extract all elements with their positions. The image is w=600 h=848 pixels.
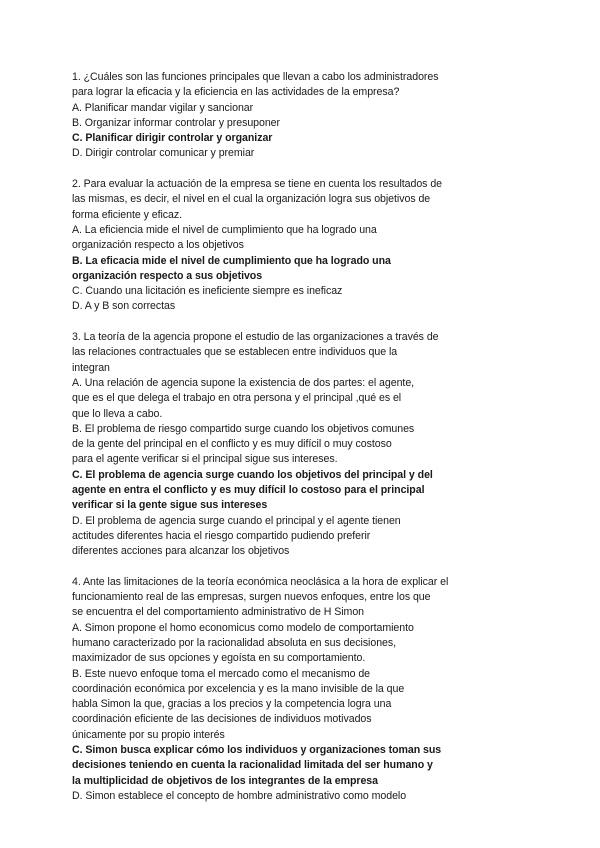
question-text-line: funcionamiento real de las empresas, surgen nuevos enfoques, entre los que <box>72 591 431 604</box>
question-spacer <box>72 560 572 575</box>
answer-option-line: de la gente del principal en el conflicto y es muy difícil o muy costoso <box>72 438 392 451</box>
answer-option-line: organización respecto a sus objetivos <box>72 269 263 282</box>
answer-option-line: D. Simon establece el concepto de hombre administrativo como modelo <box>72 789 407 802</box>
answer-option-line: A. La eficiencia mide el nivel de cumplimiento que ha logrado una <box>72 223 377 236</box>
answer-option <box>72 422 572 468</box>
answer-option-correct <box>72 131 572 146</box>
question-text-line: integran <box>72 361 110 374</box>
question-text-line: se encuentra el del comportamiento administrativo de H Simon <box>72 606 365 619</box>
question-text-line: forma eficiente y eficaz. <box>72 208 183 221</box>
answer-option <box>72 146 572 161</box>
answer-option <box>72 789 572 804</box>
answer-option-line: C. Simon busca explicar cómo los individuos y organizaciones toman sus <box>72 744 442 757</box>
answer-option-line: verificar si la gente sigue sus intereses <box>72 499 268 512</box>
answer-option-line: organización respecto a los objetivos <box>72 239 244 252</box>
answer-option <box>72 667 572 743</box>
answer-option-line: diferentes acciones para alcanzar los objetivos <box>72 545 290 558</box>
question-text-line: para lograr la eficacia y la eficiencia en las actividades de la empresa? <box>72 86 400 99</box>
answer-option-line: coordinación económica por excelencia y es la mano invisible de la que <box>72 682 405 695</box>
answer-option <box>72 284 572 299</box>
answer-option-line: humano caracterizado por la racionalidad absoluta en sus decisiones, <box>72 636 397 649</box>
question-text-line: 3. La teoría de la agencia propone el estudio de las organizaciones a través de <box>72 331 439 344</box>
answer-option-line: C. Planificar dirigir controlar y organizar <box>72 132 273 145</box>
answer-option-line: maximizador de sus opciones y egoísta en su comportamiento. <box>72 652 366 665</box>
answer-option-line: C. El problema de agencia surge cuando los objetivos del principal y del <box>72 468 433 481</box>
answer-option-correct <box>72 743 572 789</box>
question-text-line: las mismas, es decir, el nivel en el cual la organización logra sus objetivos de <box>72 193 431 206</box>
answer-option-line: B. Organizar informar controlar y presuponer <box>72 116 280 129</box>
answer-option-correct <box>72 254 572 285</box>
answer-option-line: D. El problema de agencia surge cuando el principal y el agente tienen <box>72 514 401 527</box>
answer-option-line: A. Simon propone el homo economicus como modelo de comportamiento <box>72 621 414 634</box>
answer-option-line: D. Dirigir controlar comunicar y premiar <box>72 147 255 160</box>
question-block <box>72 330 572 559</box>
answer-option-line: A. Una relación de agencia supone la existencia de dos partes: el agente, <box>72 376 415 389</box>
answer-option <box>72 514 572 560</box>
question-block <box>72 575 572 804</box>
answer-option <box>72 101 572 116</box>
question-text-line: 4. Ante las limitaciones de la teoría económica neoclásica a la hora de explicar el <box>72 575 449 588</box>
answer-option <box>72 116 572 131</box>
answer-option-line: agente en entra el conflicto y es muy difícil lo costoso para el principal <box>72 484 425 497</box>
document-body <box>72 70 572 804</box>
answer-option <box>72 223 572 254</box>
question-block <box>72 70 572 162</box>
question-spacer <box>72 162 572 177</box>
answer-option-line: B. El problema de riesgo compartido surge cuando los objetivos comunes <box>72 422 415 435</box>
question-text-line: 1. ¿Cuáles son las funciones principales que llevan a cabo los administradores <box>72 71 439 83</box>
answer-option-line: B. Este nuevo enfoque toma el mercado como el mecanismo de <box>72 667 371 680</box>
answer-option-line: habla Simon la que, gracias a los precios y la competencia logra una <box>72 698 392 711</box>
answer-option-line: que es el que delega el trabajo en otra persona y el principal ,qué es el <box>72 392 402 405</box>
question-spacer <box>72 315 572 330</box>
answer-option-line: actitudes diferentes hacia el riesgo compartido pudiendo preferir <box>72 529 371 542</box>
answer-option-line: coordinación eficiente de las decisiones de individuos motivados <box>72 713 372 726</box>
question-text-line: las relaciones contractuales que se establecen entre individuos que la <box>72 346 398 359</box>
answer-option-line: para el agente verificar si el principal sigue sus intereses. <box>72 453 338 466</box>
answer-option-line: la multiplicidad de objetivos de los integrantes de la empresa <box>72 774 378 787</box>
answer-option-line: C. Cuando una licitación es ineficiente siempre es ineficaz <box>72 285 343 298</box>
answer-option-correct <box>72 468 572 514</box>
question-block <box>72 177 572 315</box>
answer-option-line: decisiones teniendo en cuenta la racionalidad limitada del ser humano y <box>72 759 433 772</box>
answer-option-line: D. A y B son correctas <box>72 300 176 313</box>
answer-option-line: A. Planificar mandar vigilar y sancionar <box>72 101 254 114</box>
question-text-line: 2. Para evaluar la actuación de la empresa se tiene en cuenta los resultados de <box>72 178 443 191</box>
answer-option <box>72 299 572 314</box>
answer-option <box>72 376 572 422</box>
answer-option-line: únicamente por su propio interés <box>72 728 225 741</box>
answer-option-line: B. La eficacia mide el nivel de cumplimiento que ha logrado una <box>72 254 391 267</box>
answer-option-line: que lo lleva a cabo. <box>72 407 163 420</box>
answer-option <box>72 621 572 667</box>
